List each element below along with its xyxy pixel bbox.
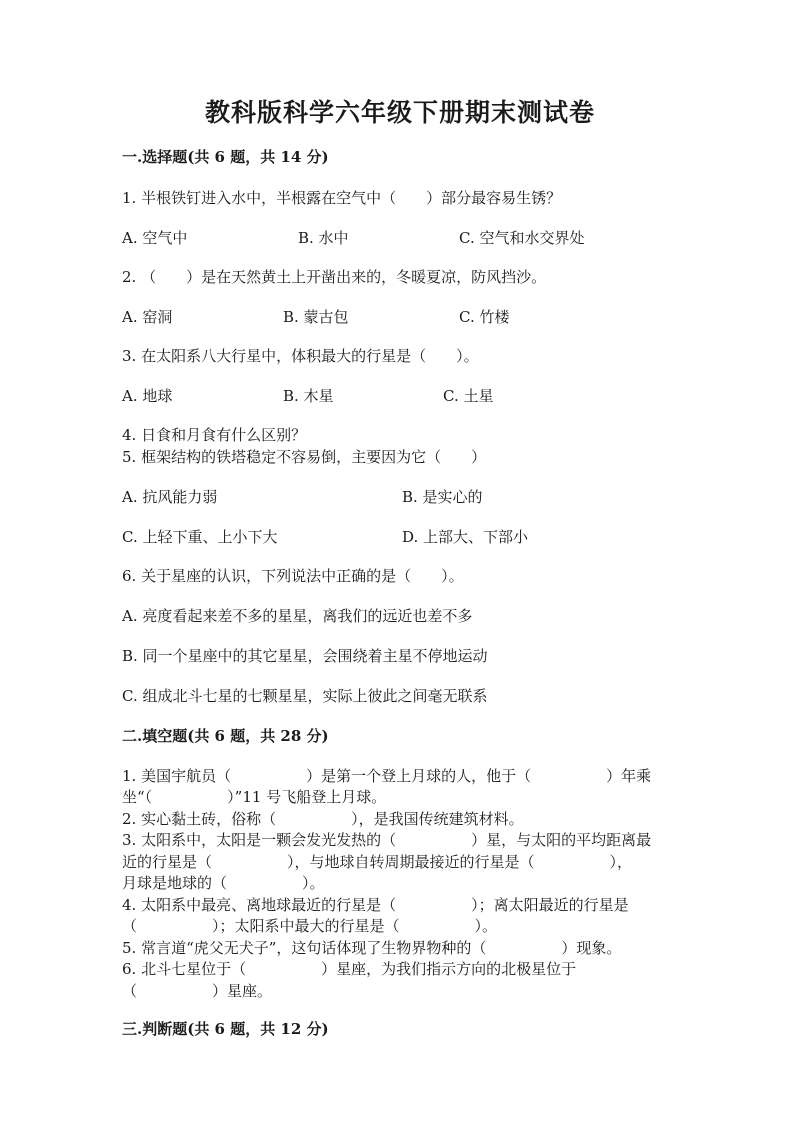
section-heading-choice: 一.选择题(共 6 题，共 14 分) [122, 148, 329, 166]
section-heading-true-false: 三.判断题(共 6 题，共 12 分) [122, 1020, 329, 1038]
question-6-option-a: A. 亮度看起来差不多的星星，离我们的远近也差不多 [122, 607, 473, 625]
section-heading-fill-in: 二.填空题(共 6 题，共 28 分) [122, 727, 329, 745]
question-3-option-b: B. 木星 [283, 387, 334, 405]
question-5-option-b: B. 是实心的 [402, 488, 483, 506]
question-6-option-b: B. 同一个星座中的其它星星，会围绕着主星不停地运动 [122, 647, 488, 665]
question-1-option-c: C. 空气和水交界处 [459, 229, 585, 247]
question-2-option-b: B. 蒙古包 [283, 308, 349, 326]
question-2-option-c: C. 竹楼 [459, 308, 510, 326]
question-1-stem: 1. 半根铁钉进入水中，半根露在空气中（ ）部分最容易生锈？ [122, 189, 562, 207]
question-5-option-a: A. 抗风能力弱 [122, 488, 218, 506]
question-5-option-c: C. 上轻下重、上小下大 [122, 528, 278, 546]
question-6-stem: 6. 关于星座的认识，下列说法中正确的是（ ）。 [122, 567, 464, 585]
question-6-option-c: C. 组成北斗七星的七颗星星，实际上彼此之间毫无联系 [122, 687, 488, 705]
question-1-option-b: B. 水中 [298, 229, 349, 247]
question-5-option-d: D. 上部大、下部小 [402, 528, 529, 546]
fill-line-8: （ ）；太阳系中最大的行星是（ ）。 [122, 917, 498, 935]
question-3-option-a: A. 地球 [122, 387, 173, 405]
fill-line-11: （ ）星座。 [122, 982, 273, 1000]
question-2-stem: 2. （ ）是在天然黄土上开凿出来的，冬暖夏凉，防风挡沙。 [122, 268, 547, 286]
question-2-option-a: A. 窑洞 [122, 308, 173, 326]
question-5-stem: 5. 框架结构的铁塔稳定不容易倒，主要因为它（ ） [122, 448, 487, 466]
page-title: 教科版科学六年级下册期末测试卷 [204, 98, 595, 127]
question-3-option-c: C. 土星 [443, 387, 494, 405]
fill-line-10: 6. 北斗七星位于（ ）星座，为我们指示方向的北极星位于 [122, 960, 577, 978]
fill-line-3: 2. 实心黏土砖，俗称（ ），是我国传统建筑材料。 [122, 810, 524, 828]
fill-line-2: 坐“（ ）”11 号飞船登上月球。 [122, 788, 387, 806]
fill-line-7: 4. 太阳系中最亮、离地球最近的行星是（ ）；离太阳最近的行星是 [122, 896, 629, 914]
fill-line-1: 1. 美国宇航员（ ）是第一个登上月球的人，他于（ ）年乘 [122, 767, 652, 785]
fill-line-4: 3. 太阳系中，太阳是一颗会发光发热的（ ）星，与太阳的平均距离最 [122, 831, 652, 849]
question-3-stem: 3. 在太阳系八大行星中，体积最大的行星是（ ）。 [122, 347, 479, 365]
question-4-stem: 4. 日食和月食有什么区别？ [122, 426, 307, 444]
question-1-option-a: A. 空气中 [122, 229, 188, 247]
fill-line-6: 月球是地球的（ ）。 [122, 874, 325, 892]
fill-line-9: 5. 常言道“虎父无犬子”，这句话体现了生物界物种的（ ）现象。 [122, 939, 622, 957]
fill-line-5: 近的行星是（ ），与地球自转周期最接近的行星是（ ）， [122, 853, 633, 871]
